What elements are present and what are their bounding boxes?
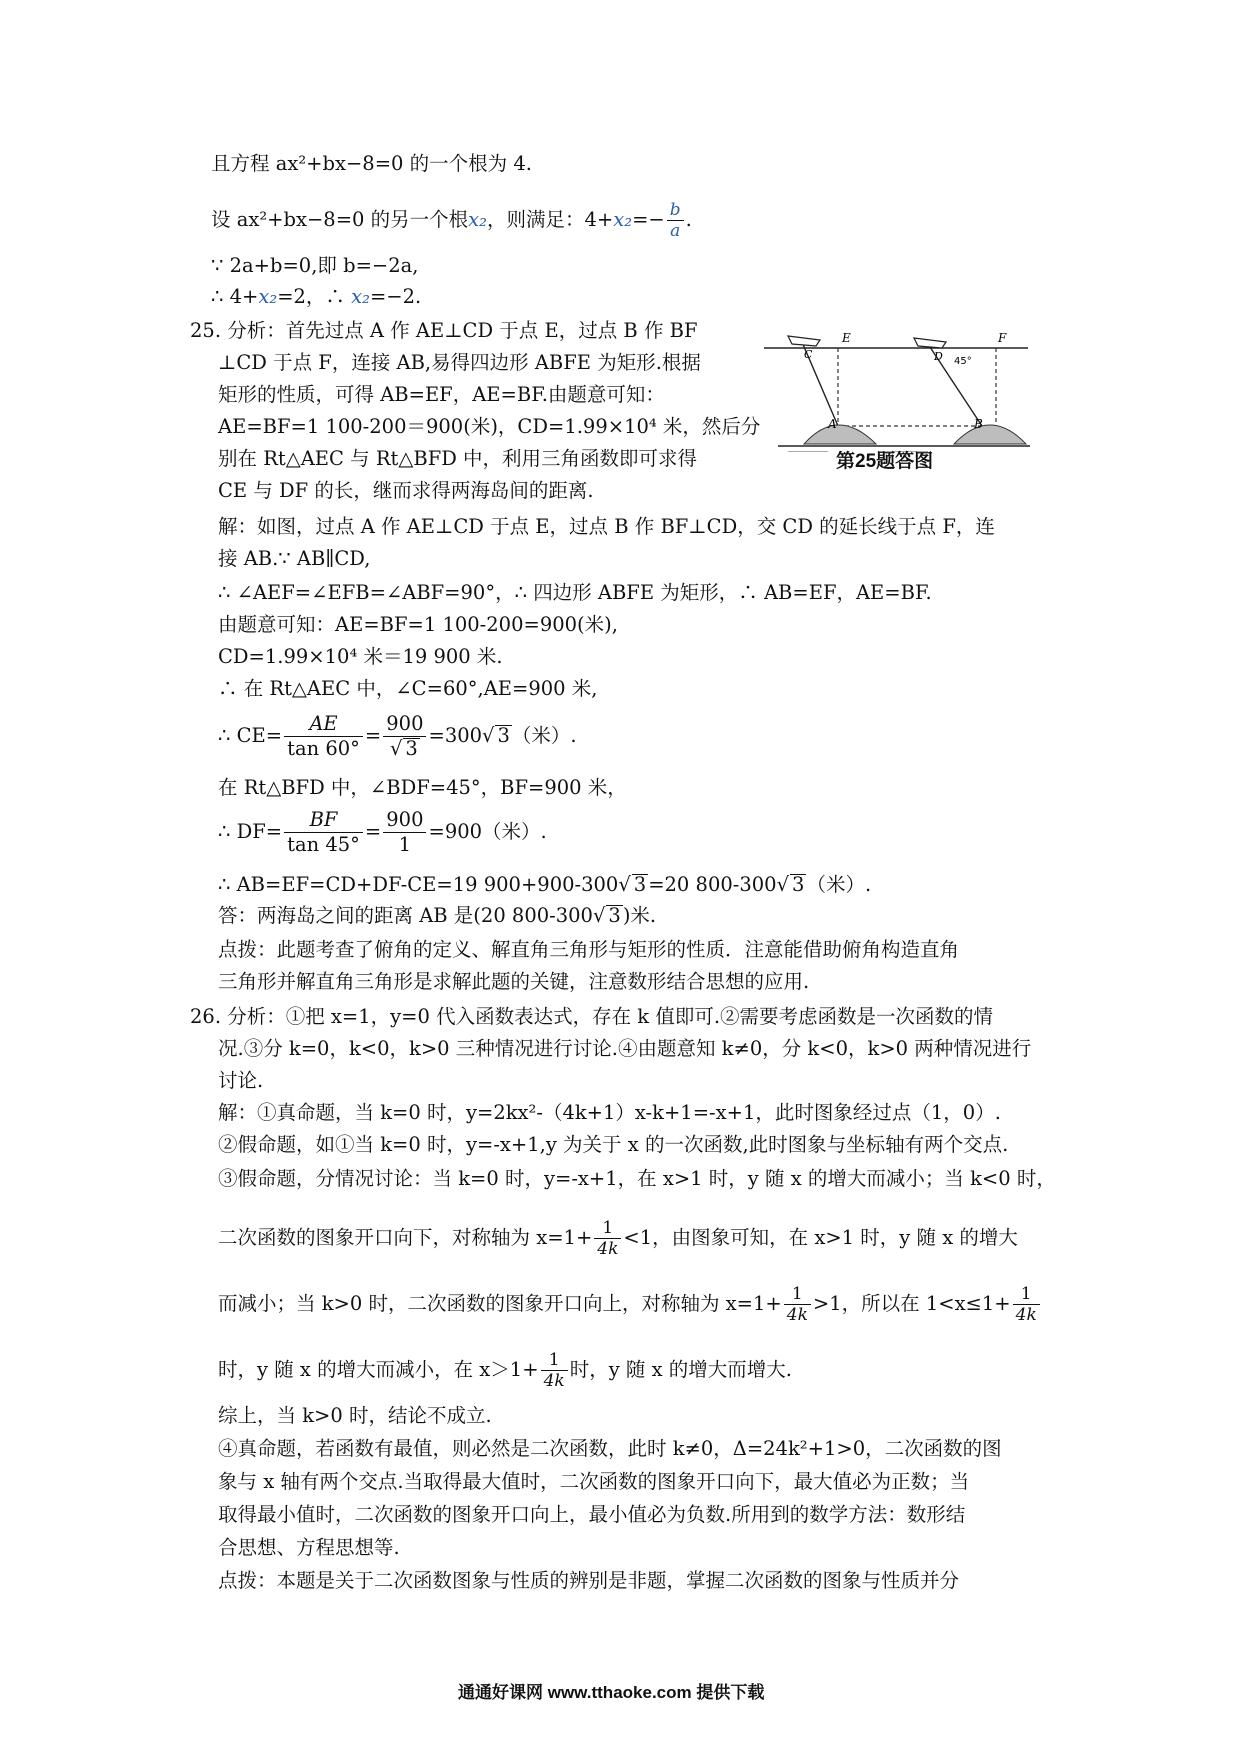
- text-line: [218, 1218, 1018, 1259]
- fraction-900-over-sqrt3: [383, 712, 426, 761]
- text: =−2.: [369, 285, 422, 308]
- var-x2: x₂: [351, 285, 370, 308]
- fraction-ae-over-tan60: [284, 712, 363, 761]
- text-line: 26. 分析：①把 x=1，y=0 代入函数表达式，存在 k 值即可.②需要考虑函数是一次函数的情: [190, 1005, 994, 1028]
- text-line: 取得最小值时，二次函数的图象开口向上，最小值必为负数.所用到的数学方法：数形结: [218, 1503, 966, 1526]
- text: ∴ CE=: [218, 724, 283, 747]
- text: ，则满足：4+: [486, 208, 614, 231]
- text: <1，由图象可知，在 x>1 时，y 随 x 的增大: [623, 1226, 1018, 1249]
- text-line: ∵ 2a+b=0,即 b=−2a,: [211, 254, 419, 277]
- footer-text: 通通好课网 www.tthaoke.com 提供下载: [458, 1683, 765, 1702]
- denominator: a: [670, 221, 681, 241]
- text: 答：两海岛之间的距离 AB 是(20 800-300: [218, 904, 593, 927]
- island-distance-figure: [758, 328, 1032, 452]
- text: =2，∴: [277, 285, 352, 308]
- text-line: 象与 x 轴有两个交点.当取得最大值时，二次函数的图象开口向下，最大值必为正数；当: [218, 1470, 970, 1493]
- text-line: ②假命题，如①当 k=0 时，y=-x+1,y 为关于 x 的一次函数,此时图象与坐标轴有两个交点.: [218, 1133, 1009, 1156]
- label-a: A: [828, 417, 837, 431]
- text-line: CD=1.99×10⁴ 米＝19 900 米.: [218, 645, 503, 668]
- text: =900（米）.: [428, 820, 547, 843]
- text: 而减小；当 k>0 时，二次函数的图象开口向上，对称轴为 x=1+: [218, 1292, 782, 1315]
- text-line: 解：如图，过点 A 作 AE⊥CD 于点 E，过点 B 作 BF⊥CD，交 CD 的延长线于点 F，连: [218, 515, 995, 538]
- numerator: 1: [784, 1284, 811, 1305]
- text-line: ⊥CD 于点 F，连接 AB,易得四边形 ABFE 为矩形.根据: [218, 351, 701, 374]
- text-line: 况.③分 k=0，k<0，k>0 三种情况进行讨论.④由题意知 k≠0，分 k<0，k>0 两种情况进行: [218, 1037, 1032, 1060]
- denominator: 1: [398, 833, 412, 856]
- text-line: [218, 1284, 1042, 1325]
- denominator: tan 45°: [287, 833, 360, 856]
- text-line: ③假命题，分情况讨论：当 k=0 时，y=-x+1，在 x>1 时，y 随 x 的增大而减小；当 k<0 时，: [218, 1167, 1056, 1190]
- text: =20 800-300: [648, 873, 777, 896]
- numerator: AE: [284, 712, 363, 737]
- numerator: 900: [383, 712, 426, 737]
- text-line: ∴ ∠AEF=∠EFB=∠ABF=90°，∴ 四边形 ABFE 为矩形，∴ AB=EF，AE=BF.: [218, 581, 932, 604]
- sqrt-sign: √: [592, 904, 606, 927]
- denominator: [383, 737, 426, 761]
- sqrt-sign: √: [776, 873, 790, 896]
- numerator: 900: [383, 808, 426, 833]
- radicand: 3: [405, 737, 418, 760]
- denominator: 4k: [1015, 1305, 1037, 1325]
- text: （米）.: [806, 873, 872, 896]
- label-e: E: [842, 331, 851, 345]
- fraction-bf-over-tan45: [284, 808, 363, 857]
- formula-ab: [218, 872, 871, 898]
- text: （米）.: [511, 724, 577, 747]
- text-line: 由题意可知：AE=BF=1 100-200=900(米),: [218, 613, 618, 636]
- sqrt-sign: √: [618, 873, 631, 896]
- radicand: 3: [497, 724, 510, 747]
- sqrt-sign: √: [482, 724, 495, 747]
- label-angle-45: 45°: [954, 356, 972, 367]
- plane-icon-right: [914, 338, 946, 348]
- var-x2: x₂: [613, 208, 633, 231]
- text: ∴ DF=: [218, 820, 283, 843]
- text-line: [218, 1350, 792, 1391]
- text: =−: [632, 208, 665, 231]
- text-line: 合思想、方程思想等.: [218, 1536, 400, 1559]
- text-line: [211, 284, 421, 310]
- text-line: 讨论.: [218, 1069, 264, 1092]
- text-line: 别在 Rt△AEC 与 Rt△BFD 中，利用三角函数即可求得: [218, 447, 698, 470]
- text-line: ∴ 在 Rt△AEC 中，∠C=60°,AE=900 米,: [218, 677, 598, 700]
- fraction-1-over-4k: [1013, 1284, 1040, 1325]
- numerator: 1: [594, 1218, 621, 1239]
- text-line: 综上，当 k>0 时，结论不成立.: [218, 1404, 492, 1427]
- radicand: 3: [792, 873, 805, 896]
- text-line: 三角形并解直角三角形是求解此题的关键，注意数形结合思想的应用.: [218, 970, 810, 993]
- text-line: 接 AB.∵ AB∥CD,: [218, 547, 371, 570]
- text-line: 且方程 ax²+bx−8=0 的一个根为 4.: [211, 152, 532, 175]
- text: 设 ax²+bx−8=0 的另一个根: [211, 208, 469, 231]
- radicand: 3: [633, 873, 647, 896]
- fraction-1-over-4k: [784, 1284, 811, 1325]
- text: ∴ 4+: [211, 285, 259, 308]
- numerator: BF: [284, 808, 363, 833]
- label-d: D: [934, 350, 943, 363]
- text-line: 设 ax²+bx−8=0 的另一个根x₂，则满足：4+x₂=− $\frac{b}{a}$ .: [211, 200, 692, 241]
- denominator: 4k: [543, 1371, 565, 1391]
- text: =300: [428, 724, 483, 747]
- text: 时，y 随 x 的增大而减小，在 x＞1+: [218, 1358, 539, 1381]
- fraction-1-over-4k: [594, 1218, 621, 1259]
- numerator: 1: [541, 1350, 568, 1371]
- text-line: CE 与 DF 的长，继而求得两海岛间的距离.: [218, 479, 594, 502]
- text-line: AE=BF=1 100-200＝900(米)，CD=1.99×10⁴ 米，然后分: [218, 415, 761, 438]
- text: 时，y 随 x 的增大而增大.: [569, 1358, 792, 1381]
- island-a: [804, 425, 876, 444]
- fraction-1-over-4k: [541, 1350, 568, 1391]
- text-line: 点拨：本题是关于二次函数图象与性质的辨别是非题，掌握二次函数的图象与性质并分: [218, 1569, 960, 1592]
- formula-df: ∴ DF= $\frac{BF}{\tan 45^\circ}$ = $\frac{900}{1}$ =900（米）.: [218, 808, 547, 856]
- radicand: 3: [608, 904, 621, 927]
- text-line: 点拨：此题考查了俯角的定义、解直角三角形与矩形的性质．注意能借助俯角构造直角: [218, 938, 960, 961]
- text: 二次函数的图象开口向下，对称轴为 x=1+: [218, 1226, 593, 1249]
- text-line: 矩形的性质，可得 AB=EF，AE=BF.由题意可知：: [218, 383, 665, 406]
- fraction-b-over-a: [667, 200, 684, 241]
- text: )米.: [622, 904, 657, 927]
- var-x2: x₂: [468, 208, 487, 231]
- formula-ce: ∴ CE= $\frac{AE}{\tan 60^\circ}$ = $\frac{900}{√ 3}$ =300√ 3 （米）.: [218, 712, 577, 760]
- text-line: ④真命题，若函数有最值，则必然是二次函数，此时 k≠0，Δ=24k²+1>0，二次函数的图: [218, 1437, 1002, 1460]
- label-b: B: [974, 417, 983, 431]
- text-line: 在 Rt△BFD 中，∠BDF=45°，BF=900 米，: [218, 776, 627, 799]
- denominator: 4k: [786, 1305, 808, 1325]
- sqrt-sign: √: [389, 737, 403, 760]
- island-b: [954, 425, 1026, 444]
- text-line: 25. 分析：首先过点 A 作 AE⊥CD 于点 E，过点 B 作 BF: [190, 319, 698, 342]
- denominator: 4k: [597, 1239, 619, 1259]
- label-f: F: [998, 331, 1007, 345]
- fraction-900-over-1: [383, 808, 426, 857]
- numerator: b: [667, 200, 684, 221]
- figure-caption: 第25题答图: [836, 451, 934, 472]
- numerator: 1: [1013, 1284, 1040, 1305]
- plane-icon-left: [788, 336, 820, 346]
- text: >1，所以在 1<x≤1+: [812, 1292, 1011, 1315]
- answer-line: [218, 903, 656, 929]
- text-line: 解：①真命题，当 k=0 时，y=2kx²-（4k+1）x-k+1=-x+1，此时图象经过点（1，0）.: [218, 1101, 1001, 1124]
- var-x2: x₂: [258, 285, 278, 308]
- denominator: tan 60°: [287, 737, 360, 760]
- label-c: C: [804, 348, 813, 361]
- text: ∴ AB=EF=CD+DF-CE=19 900+900-300: [218, 873, 619, 896]
